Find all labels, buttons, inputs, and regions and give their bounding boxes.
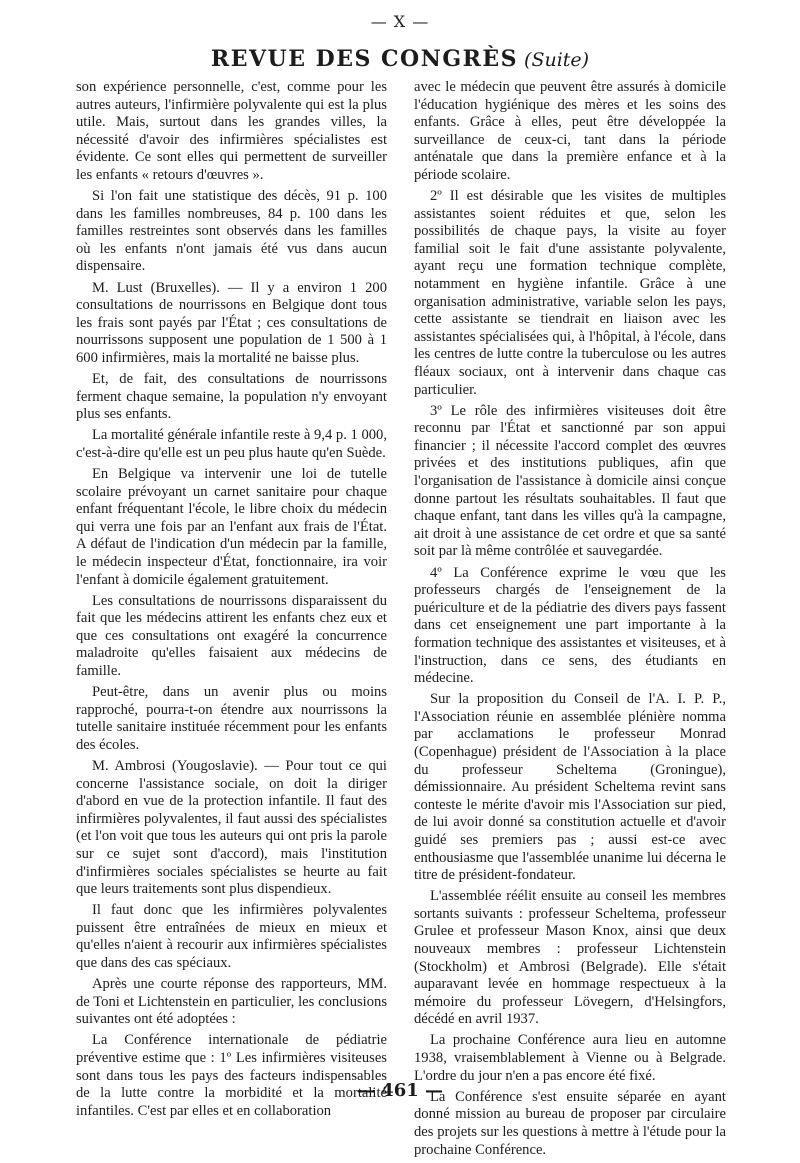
paragraph: Après une courte réponse des rapporteurs, MM. de Toni et Lichtenstein en particulier, les conclusions suivantes ont été adoptées : (76, 976, 387, 1028)
paragraph: Sur la proposition du Conseil de l'A. I. P. P., l'Association réunie en assemblée plénière nomma par acclamations le professeur Monrad (Copenhague) président de l'Association à la place du professeur Scheltema (Groningue), démissionnaire. Au président Scheltema revint sans conteste le mérite d'avoir mis l'Association sur pied, de lui avoir donné sa constitution actuelle et d'avoir guidé ses premiers pas ; aussi est-ce avec enthousiasme que l'assemblée unanime lui décerna le titre de président-fondateur. (414, 691, 726, 884)
paragraph: 3º Le rôle des infirmières visiteuses doit être reconnu par l'État et sanctionné par son appui financier ; il nécessite l'accord complet des œuvres privées et des institutions publiques, afin que l'organisation de l'assistance à domicile ainsi conçue donne partout les résultats souhaitables. Il faut que chaque enfant, tant dans les villes qu'à la campagne, ait droit à une assistance de cet ordre et que sa santé soit par là même contrôlée et sauvegardée. (414, 402, 726, 560)
paragraph: 2º Il est désirable que les visites de multiples assistantes soient réduites et que, selon les possibilités de chaque pays, la visite au foyer familial soit le fait d'une assistante polyvalente, ayant reçu une formation technique complète, notamment en hygiène infantile. Grâce à une organisation administrative, variable selon les pays, cette assistante se tiendrait en liaison avec les assistantes spécialisées qui, à l'hôpital, à l'école, dans les centres de lutte contre la tuberculose ou les autres fléaux sociaux, ont à intervenir dans chaque cas particulier. (414, 188, 726, 398)
left-column (76, 79, 387, 1124)
paragraph: son expérience personnelle, c'est, comme pour les autres auteurs, l'infirmière polyvalente qui est la plus utile. Mais, surtout dans les grandes villes, la nécessité d'avoir des infirmières spécialistes est évidente. Ce sont elles qui permettent de surveiller les enfants « retours d'œuvres ». (76, 79, 387, 183)
paragraph: 4º La Conférence exprime le vœu que les professeurs chargés de l'enseignement de la puériculture et de la pédiatrie des divers pays fassent dans cet enseignement une part importante à la formation technique des assistantes et visiteuses, et à l'instruction, dans ce sens, des étudiants en médecine. (414, 564, 726, 687)
paragraph: La Conférence s'est ensuite séparée en ayant donné mission au bureau de proposer par circulaire des projets sur les questions à mettre à l'étude pour la prochaine Conférence. (414, 1088, 726, 1158)
paragraph: Les consultations de nourrissons disparaissent du fait que les médecins attirent les enfants chez eux et que ces consultations ont exagéré la concurrence maladroite qu'elles faisaient aux médecins de famille. (76, 592, 387, 679)
paragraph: M. Lust (Bruxelles). — Il y a environ 1 200 consultations de nourrissons en Belgique dont tous les frais sont payés par l'État ; ces consultations de nourrissons supposent une population de 1 500 à 1 600 infirmières, mais la mortalité ne baisse plus. (76, 279, 387, 366)
header-suite: (Suite) (524, 49, 590, 71)
paragraph: En Belgique va intervenir une loi de tutelle scolaire prévoyant un carnet sanitaire pour chaque enfant fréquentant l'école, le libre choix du médecin qui verra une fois par an l'enfant aux frais de l'État. A défaut de l'indication d'un médecin par la famille, le médecin inspecteur d'État, fonctionnaire, ira voir l'enfant à domicile également gratuitement. (76, 465, 387, 588)
paragraph: L'assemblée réélit ensuite au conseil les membres sortants suivants : professeur Scheltema, professeur Grulee et professeur Mason Knox, ainsi que deux nouveaux membres : professeur Lichtenstein (Stockholm) et Ambrosi (Belgrade). Elle s'était auparavant levée en hommage respectueux à la mémoire du professeur Lövegern, d'Helsingfors, décédé en avril 1937. (414, 888, 726, 1028)
paragraph: M. Ambrosi (Yougoslavie). — Pour tout ce qui concerne l'assistance sociale, on doit la diriger d'abord en vue de la protection infantile. Il faut des infirmières polyvalentes, il faut aussi des spécialistes (et l'on voit que tous les auteurs qui ont pris la parole sur ce sujet sont d'accord), mais l'institution d'infirmières sociales spécialistes se heurte au fait que leurs traitements sont plus dispendieux. (76, 757, 387, 898)
paragraph: Il faut donc que les infirmières polyvalentes puissent être entraînées de mieux en mieux et qu'elles n'aient à recourir aux infirmières spécialistes que dans des cas spéciaux. (76, 902, 387, 971)
paragraph: La mortalité générale infantile reste à 9,4 p. 1 000, c'est-à-dire qu'elle est un peu plus haute qu'en Suède. (76, 427, 388, 461)
paragraph: La prochaine Conférence aura lieu en automne 1938, vraisemblablement à Vienne ou à Belgrade. L'ordre du jour n'en a pas encore été fixé. (414, 1032, 726, 1084)
paragraph: Si l'on fait une statistique des décès, 91 p. 100 dans les familles nombreuses, 84 p. 100 dans les familles restreintes sont observés dans les familles où les enfants n'ont jamais été vus dans aucun dispensaire. (76, 188, 387, 275)
right-column (414, 79, 726, 1163)
paragraph: La Conférence internationale de pédiatrie préventive estime que : 1º Les infirmières visiteuses sont dans tous les pays des facteurs indispensables de la lutte contre la morbidité et la mortalité infantiles. C'est par elles et en collaboration (76, 1032, 387, 1119)
paragraph: Et, de fait, des consultations de nourrissons ferment chaque semaine, la population n'y envoyant plus ses enfants. (76, 371, 387, 423)
running-header (0, 44, 800, 75)
paragraph: Peut-être, dans un avenir plus ou moins rapproché, pourra-t-on étendre aux nourrissons la tutelle sanitaire instituée récemment pour les enfants des écoles. (76, 684, 387, 753)
header-title: REVUE DES CONGRÈS (210, 46, 519, 72)
page-number: — 461 — (356, 1080, 444, 1101)
roman-page-folio: — X — (370, 12, 430, 31)
paragraph: avec le médecin que peuvent être assurés à domicile l'éducation hygiénique des mères et les soins des enfants. Grâce à elles, peut être développée la surveillance de ceux-ci, tant dans la période anténatale que dans la première enfance et à la période scolaire. (414, 79, 726, 183)
